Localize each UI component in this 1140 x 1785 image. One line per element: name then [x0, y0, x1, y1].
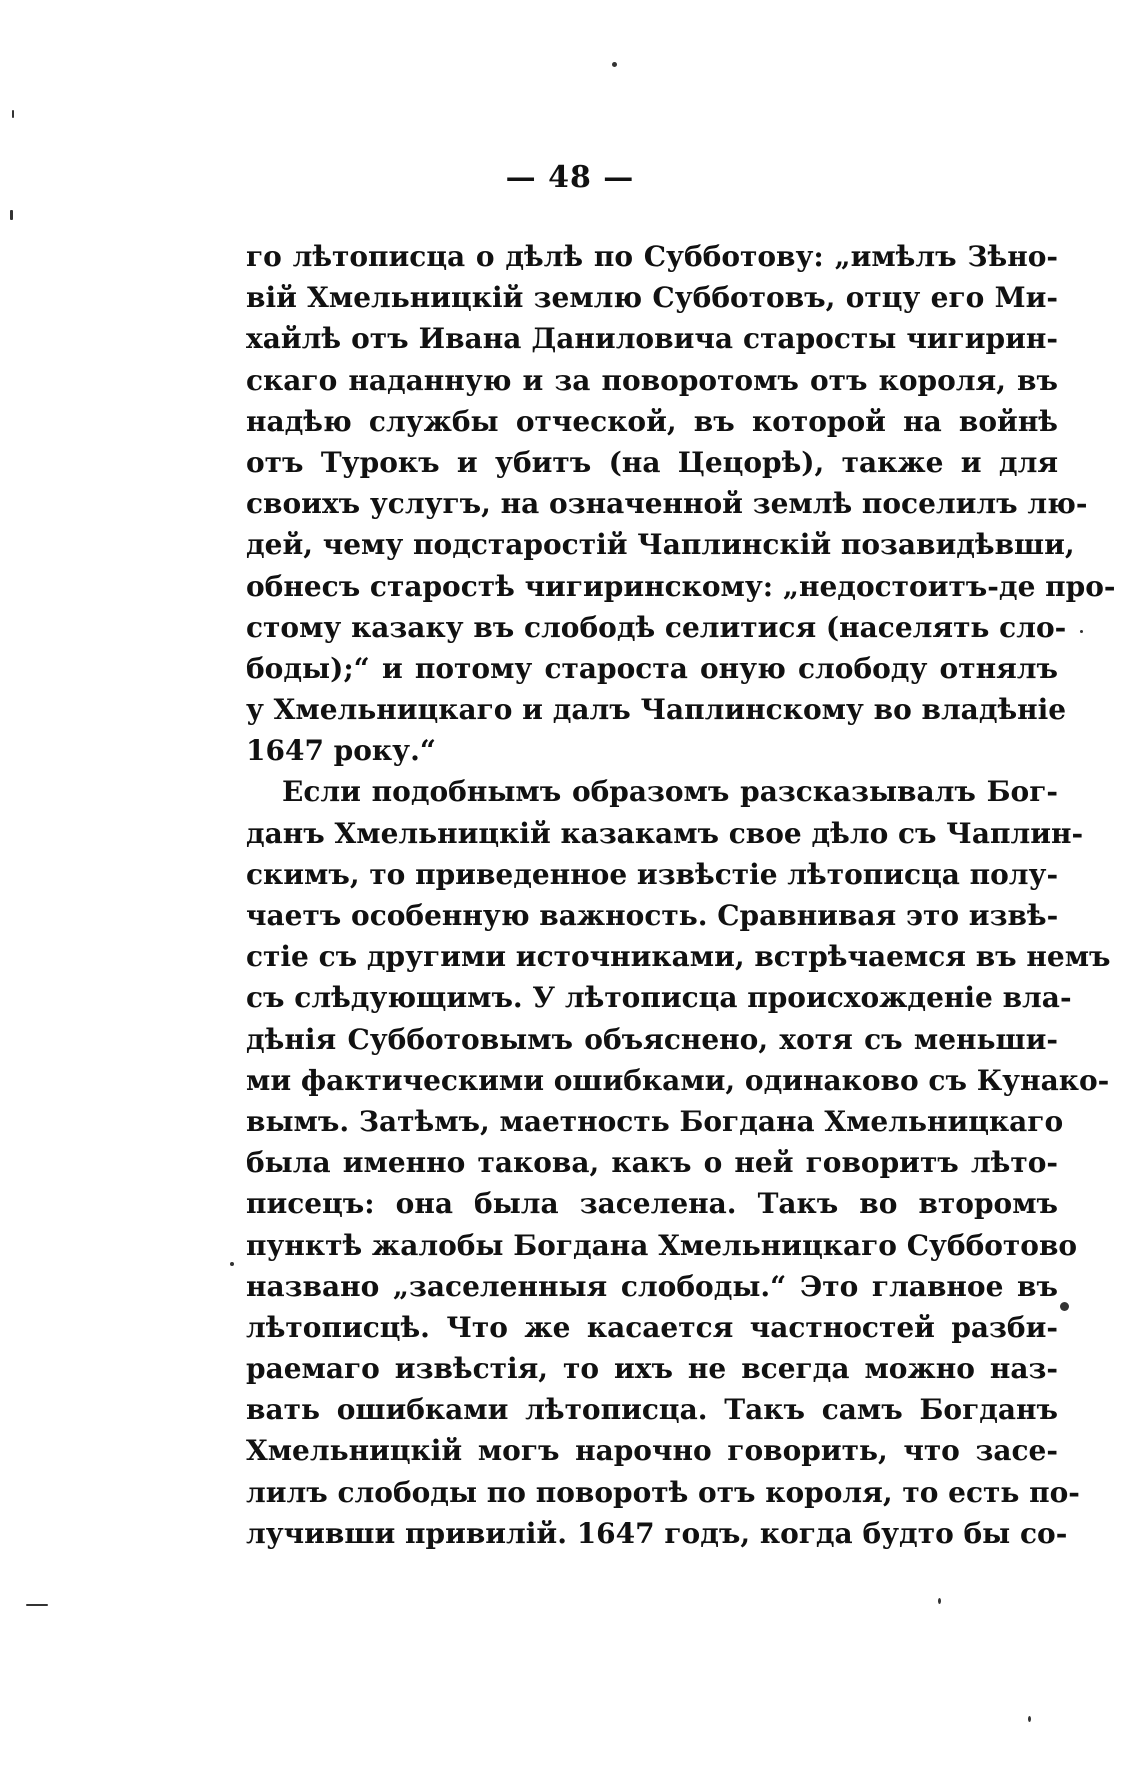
text-line: у Хмельницкаго и далъ Чаплинскому во владѣніе [246, 693, 1067, 727]
text-line: отъ Турокъ и убитъ (на Цецорѣ), также и для [246, 445, 1058, 479]
scan-speck [938, 1598, 941, 1604]
paragraph-1 [246, 236, 1116, 771]
text-line: стому казаку въ слободѣ селитися (населять сло- [246, 610, 1067, 644]
text-line: скаго наданную и за поворотомъ отъ короля, въ [246, 363, 1058, 397]
text-line: надѣю службы отческой, въ которой на войнѣ [246, 404, 1058, 438]
text-line: боды);“ и потому староста оную слободу отнялъ [246, 651, 1058, 685]
text-line: данъ Хмельницкій казакамъ свое дѣло съ Чаплин- [246, 816, 1084, 850]
text-line: Если подобнымъ образомъ разсказывалъ Бог- [282, 775, 1058, 809]
text-line: ми фактическими ошибками, одинаково съ Кунако- [246, 1063, 1110, 1097]
text-line: лучивши привилій. 1647 годъ, когда будто бы со- [246, 1516, 1068, 1550]
text-line: стіе съ другими источниками, встрѣчаемся въ немъ [246, 940, 1111, 974]
scan-speck [12, 110, 14, 118]
text-line: раемаго извѣстія, то ихъ не всегда можно наз- [246, 1352, 1058, 1386]
scan-speck [1028, 1716, 1031, 1722]
text-line: дѣнія Субботовымъ объяснено, хотя съ меньши- [246, 1022, 1058, 1056]
text-line: съ слѣдующимъ. У лѣтописца происхожденіе вла- [246, 981, 1072, 1015]
text-line: вій Хмельницкій землю Субботовъ, отцу его Ми- [246, 281, 1058, 315]
scan-speck [10, 210, 13, 220]
text-line: 1647 року.“ [246, 734, 436, 768]
paragraph-2 [246, 771, 1111, 1554]
page-number: — 48 — [505, 160, 635, 195]
scan-speck [230, 1262, 234, 1266]
scan-speck [612, 62, 617, 67]
scan-speck [1080, 630, 1083, 633]
text-line: своихъ услугъ, на означенной землѣ поселилъ лю- [246, 487, 1088, 521]
text-line: пунктѣ жалобы Богдана Хмельницкаго Субботово [246, 1228, 1078, 1262]
text-line: лѣтописцѣ. Что же касается частностей разби- [246, 1310, 1058, 1344]
scan-speck [26, 1604, 48, 1606]
text-line: Хмельницкій могъ нарочно говорить, что засе- [246, 1434, 1058, 1468]
text-line: лилъ слободы по поворотѣ отъ короля, то есть по- [246, 1475, 1080, 1509]
text-line: обнесъ старостѣ чигиринскому: „недостоитъ-де про- [246, 569, 1116, 603]
text-line: вымъ. Затѣмъ, маетность Богдана Хмельницкаго [246, 1104, 1064, 1138]
scan-speck [1060, 1302, 1069, 1311]
text-line: чаетъ особенную важность. Сравнивая это извѣ- [246, 899, 1059, 932]
text-line: дей, чему подстаростій Чаплинскій позавидѣвши, [246, 528, 1075, 562]
text-line: хайлѣ отъ Ивана Даниловича старосты чигирин- [246, 322, 1058, 356]
text-line: названо „заселенныя слободы.“ Это главное въ [246, 1269, 1058, 1303]
text-line: вать ошибками лѣтописца. Такъ самъ Богданъ [246, 1393, 1058, 1427]
body-text [246, 236, 1116, 1554]
text-line: писецъ: она была заселена. Такъ во второмъ [246, 1187, 1058, 1221]
text-line: скимъ, то приведенное извѣстіе лѣтописца полу- [246, 857, 1059, 891]
text-line: го лѣтописца о дѣлѣ по Субботову: „имѣлъ Зѣно- [246, 240, 1058, 273]
text-line: была именно такова, какъ о ней говоритъ лѣто- [246, 1146, 1058, 1180]
